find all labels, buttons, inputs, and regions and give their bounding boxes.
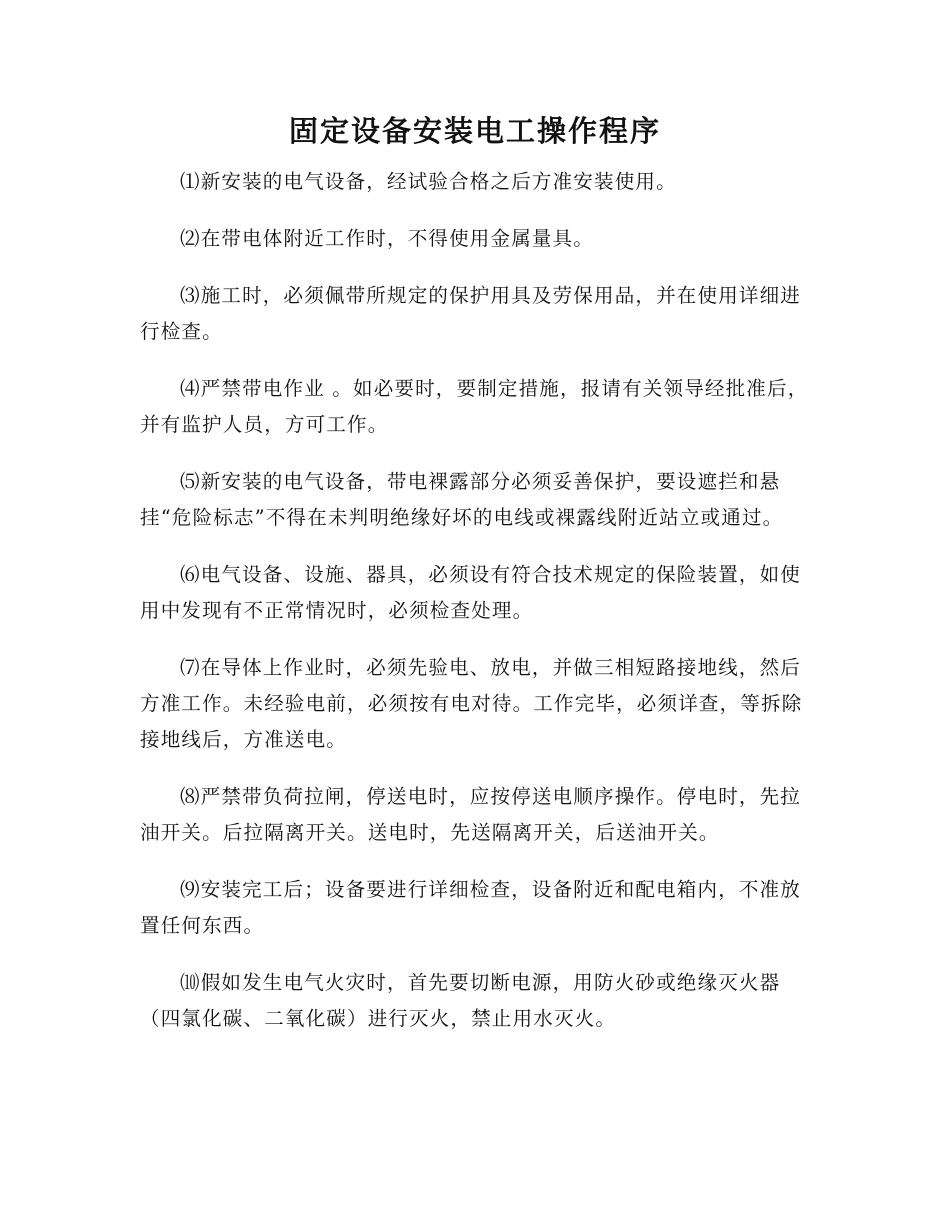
paragraph-10: ⑽假如发生电气火灾时，首先要切断电源，用防火砂或绝缘灭火器（四氯化碳、二氧化碳）进行灭火，禁止用水灭火。 [140, 971, 781, 1030]
page-title: 固定设备安装电工操作程序 [288, 114, 661, 148]
paragraph-7: ⑺在导体上作业时，必须先验电、放电，并做三相短路接地线，然后方准工作。未经验电前，必须按有电对待。工作完毕，必须详查，等拆除接地线后，方准送电。 [140, 656, 803, 751]
paragraph-4: ⑷严禁带电作业 。如必要时，要制定措施，报请有关领导经批准后，并有监护人员，方可工作。 [140, 377, 809, 436]
paragraph-9: ⑼安装完工后；设备要进行详细检查，设备附近和配电箱内，不准放置任何东西。 [140, 878, 802, 937]
paragraph-1: ⑴新安装的电气设备，经试验合格之后方准安装使用。 [180, 170, 677, 193]
paragraph-3: ⑶施工时，必须佩带所规定的保护用具及劳保用品，并在使用详细进行检查。 [140, 284, 802, 343]
paragraph-2: ⑵在带电体附近工作时，不得使用金属量具。 [180, 227, 595, 250]
paragraph-5: ⑸新安装的电气设备，带电裸露部分必须妥善保护，要设遮拦和悬挂“危险标志”不得在未判明绝缘好坏的电线或裸露线附近站立或通过。 [140, 470, 784, 529]
paragraph-8: ⑻严禁带负荷拉闸，停送电时，应按停送电顺序操作。停电时，先拉油开关。后拉隔离开关。送电时，先送隔离开关，后送油开关。 [140, 785, 802, 844]
paragraph-6: ⑹电气设备、设施、器具，必须设有符合技术规定的保险装置，如使用中发现有不正常情况时，必须检查处理。 [140, 563, 802, 622]
